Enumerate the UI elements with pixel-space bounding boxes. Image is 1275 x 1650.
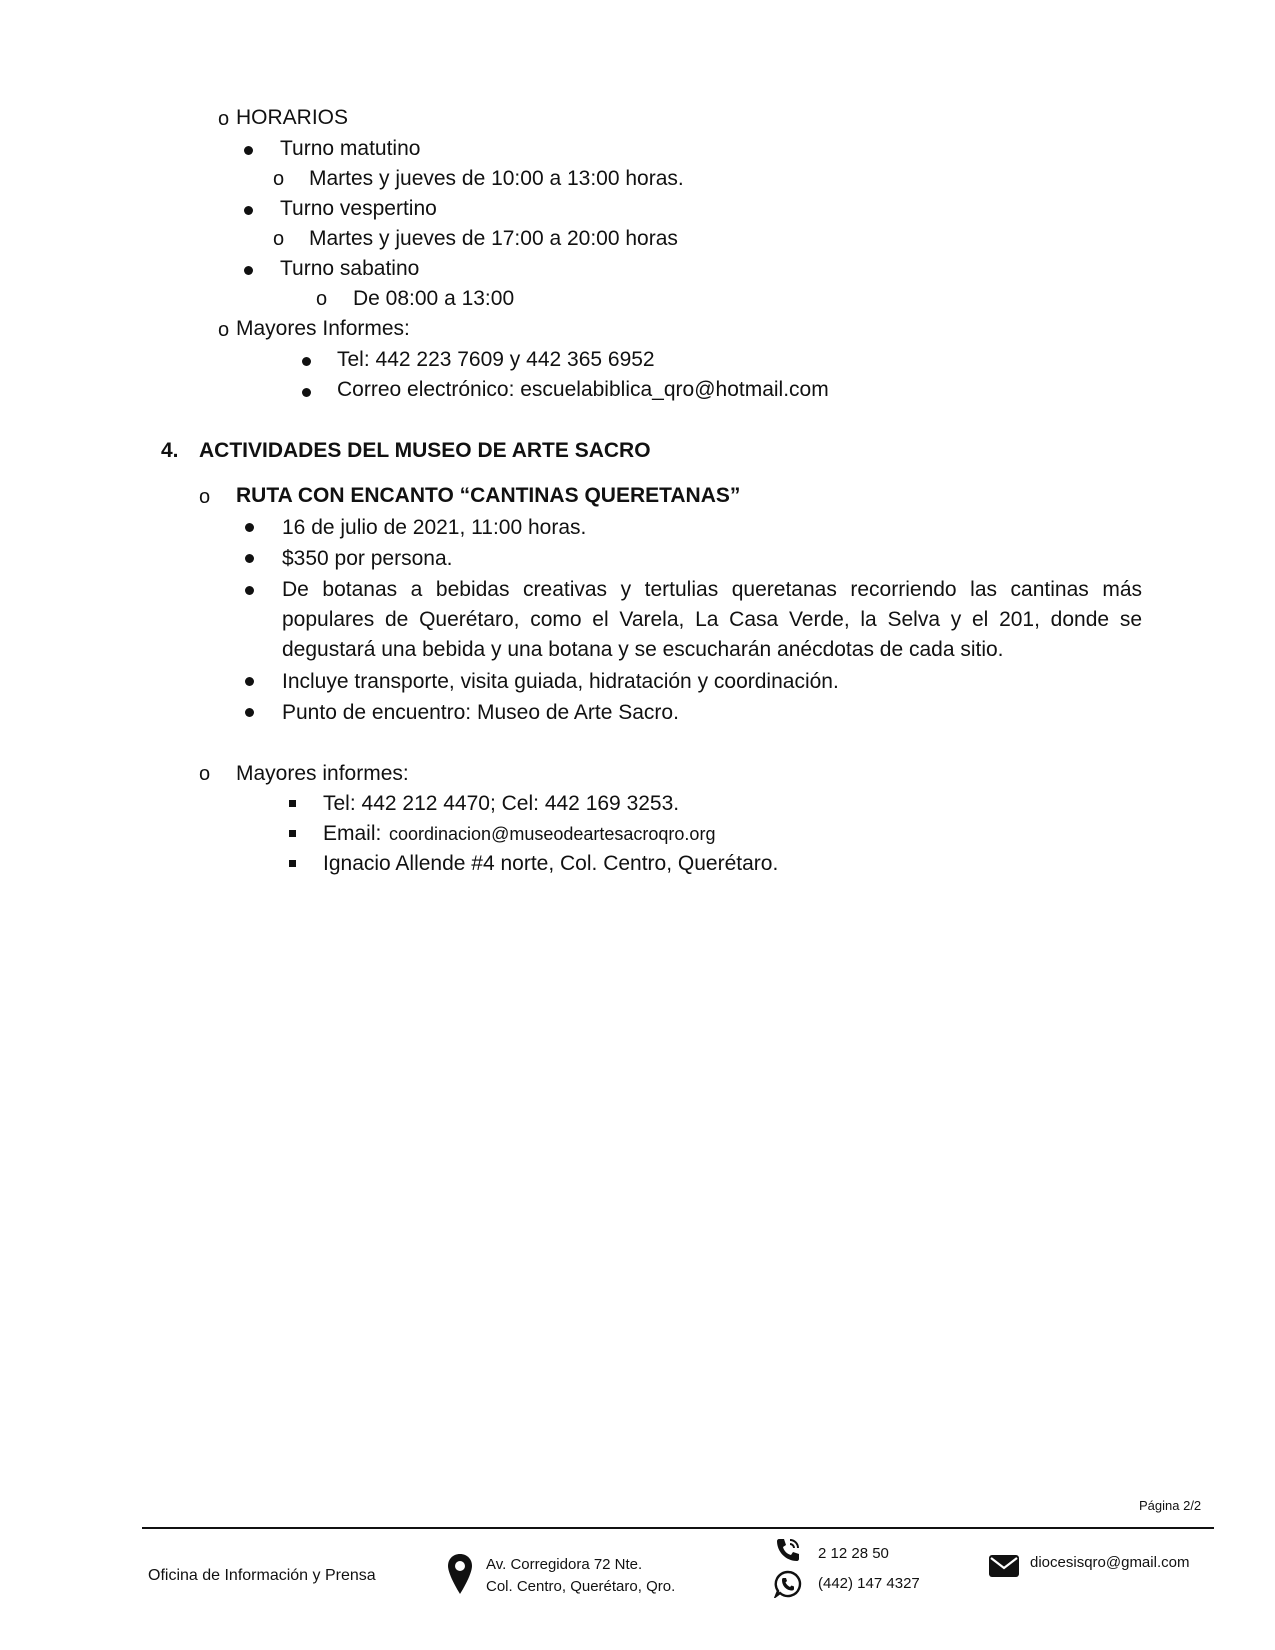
informes1-tel: Tel: 442 223 7609 y 442 365 6952 [337,348,655,371]
section-title: ACTIVIDADES DEL MUSEO DE ARTE SACRO [199,439,651,462]
list-marker-circle: o [218,319,230,341]
list-marker-dot [244,266,253,275]
informes2-email-value: coordinacion@museodeartesacroqro.org [389,824,716,844]
ruta-item-meeting-point: Punto de encuentro: Museo de Arte Sacro. [282,701,679,724]
turno-sabatino-detail: De 08:00 a 13:00 [353,287,515,310]
list-marker-square [289,830,296,837]
location-pin-icon [447,1553,473,1595]
list-marker-dot [244,146,253,155]
list-marker-dot [244,206,253,215]
list-marker-dot [245,677,254,686]
mail-icon [988,1554,1020,1578]
horarios-heading: HORARIOS [236,106,349,129]
list-marker-circle: o [316,288,328,310]
turno-sabatino: Turno sabatino [280,257,420,280]
list-marker-dot [245,708,254,717]
footer-whatsapp: (442) 147 4327 [818,1575,920,1592]
section-number: 4. [161,439,179,462]
list-marker-circle: o [273,228,285,250]
list-marker-dot [302,357,311,366]
list-marker-circle: o [199,486,211,508]
informes2-tel: Tel: 442 212 4470; Cel: 442 169 3253. [323,792,680,815]
turno-matutino: Turno matutino [280,137,421,160]
turno-vespertino-detail: Martes y jueves de 17:00 a 20:00 horas [309,227,678,250]
whatsapp-icon [774,1570,802,1598]
list-marker-circle: o [199,763,211,785]
informes2-address: Ignacio Allende #4 norte, Col. Centro, Querétaro. [323,852,779,875]
footer-phone: 2 12 28 50 [818,1545,889,1562]
list-marker-dot [245,523,254,532]
footer-address-line2: Col. Centro, Querétaro, Qro. [486,1578,676,1595]
turno-matutino-detail: Martes y jueves de 10:00 a 13:00 horas. [309,167,684,190]
informes1-heading: Mayores Informes: [236,317,410,340]
list-marker-square [289,860,296,867]
list-marker-dot [245,554,254,563]
ruta-item-includes: Incluye transporte, visita guiada, hidratación y coordinación. [282,670,839,693]
ruta-title: RUTA CON ENCANTO “CANTINAS QUERETANAS” [236,484,741,507]
ruta-item-date: 16 de julio de 2021, 11:00 horas. [282,516,587,539]
informes2-heading: Mayores informes: [236,762,409,785]
page-number: Página 2/2 [1139,1498,1202,1513]
list-marker-circle: o [273,168,285,190]
list-marker-dot [302,388,311,397]
ruta-item-price: $350 por persona. [282,547,453,570]
informes1-email: Correo electrónico: escuelabiblica_qro@hotmail.com [337,378,829,401]
footer-email: diocesisqro@gmail.com [1030,1554,1190,1571]
list-marker-circle: o [218,108,230,130]
informes2-email-label: Email: [323,822,382,845]
footer-divider [142,1527,1214,1529]
list-marker-dot [245,586,254,595]
ruta-item-description: De botanas a bebidas creativas y tertulias queretanas recorriendo las cantinas más populares de Querétaro, como el Varela, La Casa Verde, la Selva y el 201, donde se degustará una bebida y una botana y se escucharán anécdotas de cada sitio. [282,578,1142,661]
phone-icon [774,1536,802,1564]
footer-address-line1: Av. Corregidora 72 Nte. [486,1556,643,1573]
footer-office: Oficina de Información y Prensa [148,1567,376,1584]
list-marker-square [289,800,296,807]
turno-vespertino: Turno vespertino [280,197,437,220]
